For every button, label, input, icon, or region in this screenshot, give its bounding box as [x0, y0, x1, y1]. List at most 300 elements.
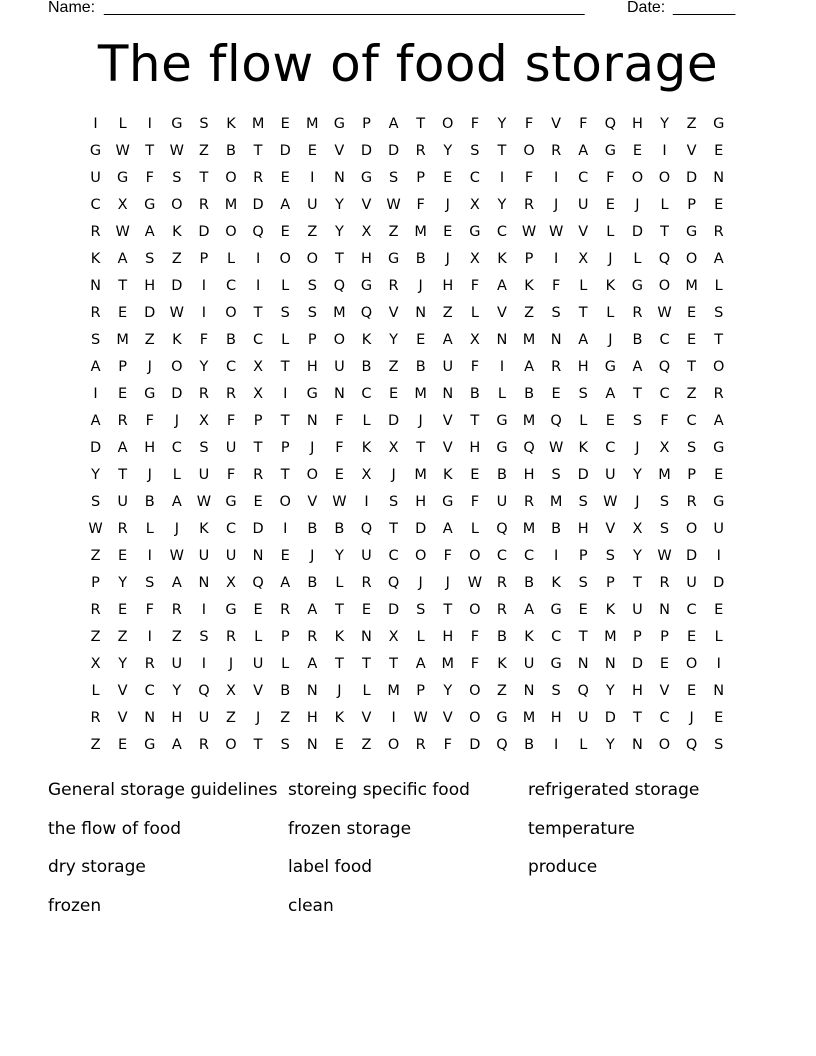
grid-letter: R — [198, 386, 209, 402]
grid-letter: L — [362, 683, 371, 699]
grid-letter: G — [306, 386, 318, 402]
grid-letter: Z — [90, 737, 101, 753]
grid-letter: V — [551, 116, 562, 132]
grid-letter: E — [118, 386, 128, 402]
grid-letter: V — [659, 683, 670, 699]
grid-letter: O — [225, 737, 237, 753]
grid-letter: E — [443, 170, 453, 186]
word-list-item: dry storage — [48, 857, 146, 878]
grid-letter: M — [685, 278, 698, 294]
grid-letter: U — [605, 467, 616, 483]
grid-letter: J — [608, 251, 613, 267]
grid-letter: H — [144, 278, 156, 294]
page-title: The flow of food storage — [97, 35, 719, 93]
grid-letter: L — [606, 224, 615, 240]
grid-letter: Q — [387, 575, 400, 591]
grid-letter: J — [418, 575, 423, 591]
grid-letter: E — [443, 224, 453, 240]
grid-letter: G — [117, 170, 129, 186]
grid-letter: X — [226, 575, 236, 591]
grid-letter: K — [605, 278, 616, 294]
grid-letter: T — [253, 440, 263, 456]
grid-letter: K — [334, 629, 345, 645]
grid-letter: I — [554, 170, 559, 186]
grid-letter: V — [442, 710, 453, 726]
grid-letter: P — [687, 197, 696, 213]
grid-letter: X — [361, 467, 372, 483]
grid-letter: M — [441, 656, 455, 672]
grid-letter: V — [442, 413, 453, 429]
grid-letter: E — [334, 467, 344, 483]
grid-letter: W — [467, 575, 483, 591]
grid-letter: B — [307, 575, 318, 591]
grid-letter: L — [172, 467, 181, 483]
grid-letter: C — [171, 440, 182, 456]
grid-letter: I — [201, 278, 207, 294]
grid-letter: A — [280, 575, 291, 591]
grid-letter: M — [306, 116, 319, 132]
grid-letter: Z — [496, 683, 507, 699]
grid-letter: H — [631, 683, 643, 699]
grid-letter: J — [418, 413, 423, 429]
grid-letter: I — [499, 170, 505, 186]
grid-letter: O — [171, 359, 183, 375]
grid-letter: F — [226, 413, 236, 429]
grid-letter: R — [659, 575, 670, 591]
grid-letter: P — [416, 170, 426, 186]
grid-letter: X — [90, 656, 101, 672]
grid-letter: K — [90, 251, 101, 267]
grid-letter: D — [387, 413, 400, 429]
grid-letter: C — [225, 521, 237, 537]
grid-letter: W — [548, 440, 564, 456]
grid-letter: A — [415, 656, 426, 672]
grid-letter: E — [253, 602, 263, 618]
grid-letter: T — [334, 602, 344, 618]
grid-letter: L — [416, 629, 425, 645]
grid-letter: R — [524, 494, 535, 510]
grid-letter: H — [469, 440, 481, 456]
grid-letter: M — [251, 116, 265, 132]
grid-letter: T — [497, 143, 507, 159]
grid-letter: E — [605, 197, 615, 213]
grid-letter: R — [686, 494, 697, 510]
grid-letter: F — [443, 548, 452, 564]
grid-letter: F — [551, 278, 561, 294]
grid-letter: I — [201, 305, 207, 321]
grid-letter: A — [307, 602, 318, 618]
grid-letter: J — [418, 278, 423, 294]
grid-letter: I — [255, 278, 261, 294]
grid-letter: O — [414, 548, 427, 564]
grid-letter: G — [144, 737, 156, 753]
grid-letter: U — [442, 359, 454, 375]
grid-letter: Q — [658, 359, 671, 375]
grid-letter: C — [605, 440, 616, 456]
grid-letter: O — [658, 170, 671, 186]
grid-letter: L — [633, 251, 642, 267]
grid-letter: Y — [172, 683, 182, 699]
grid-letter: L — [606, 305, 615, 321]
grid-letter: S — [551, 305, 561, 321]
grid-letter: D — [171, 386, 183, 402]
grid-letter: L — [579, 737, 588, 753]
grid-letter: D — [686, 170, 698, 186]
grid-letter: R — [171, 602, 182, 618]
grid-letter: X — [198, 413, 209, 429]
grid-letter: J — [445, 575, 450, 591]
grid-letter: I — [147, 548, 152, 564]
grid-letter: M — [604, 629, 617, 645]
grid-letter: T — [253, 143, 263, 159]
grid-letter: Q — [252, 575, 264, 591]
grid-letter: S — [578, 575, 588, 591]
grid-letter: D — [415, 521, 427, 537]
grid-letter: Q — [496, 521, 508, 537]
grid-letter: D — [713, 575, 725, 591]
grid-letter: M — [522, 332, 536, 348]
grid-letter: A — [90, 359, 101, 375]
grid-letter: D — [252, 197, 264, 213]
grid-letter: F — [524, 116, 534, 132]
grid-letter: O — [333, 332, 346, 348]
grid-letter: E — [687, 305, 697, 321]
grid-letter: Q — [333, 278, 346, 294]
grid-letter: U — [577, 197, 589, 213]
grid-letter: P — [91, 575, 100, 591]
grid-letter: B — [469, 386, 480, 402]
grid-letter: A — [144, 224, 155, 240]
grid-letter: K — [172, 332, 182, 348]
grid-letter: R — [361, 575, 372, 591]
grid-letter: F — [524, 170, 534, 186]
grid-letter: C — [90, 197, 101, 213]
grid-letter: J — [391, 467, 396, 483]
grid-letter: N — [90, 278, 101, 294]
grid-letter: R — [551, 359, 562, 375]
grid-letter: X — [253, 359, 264, 375]
grid-letter: K — [551, 575, 561, 591]
grid-letter: W — [169, 548, 184, 564]
grid-letter: A — [713, 251, 724, 267]
grid-letter: B — [361, 359, 372, 375]
grid-letter: I — [554, 548, 559, 564]
grid-letter: X — [117, 197, 128, 213]
grid-letter: P — [660, 629, 669, 645]
grid-letter: O — [685, 251, 698, 267]
grid-letter: F — [226, 467, 236, 483]
grid-letter: U — [225, 548, 237, 564]
grid-letter: U — [577, 710, 589, 726]
grid-letter: E — [714, 467, 724, 483]
grid-letter: I — [147, 629, 152, 645]
grid-letter: A — [171, 494, 182, 510]
grid-letter: R — [225, 386, 237, 402]
grid-letter: C — [551, 629, 562, 645]
grid-letter: O — [658, 278, 671, 294]
grid-letter: N — [713, 170, 725, 186]
grid-letter: F — [335, 413, 344, 429]
grid-letter: N — [659, 602, 670, 618]
grid-letter: F — [470, 629, 480, 645]
grid-letter: H — [361, 251, 372, 267]
grid-letter: G — [144, 386, 156, 402]
grid-letter: G — [333, 116, 346, 132]
grid-letter: I — [554, 251, 559, 267]
grid-letter: R — [117, 413, 128, 429]
grid-letter: G — [225, 602, 237, 618]
grid-letter: S — [388, 494, 399, 510]
grid-letter: G — [685, 224, 698, 240]
grid-letter: T — [334, 251, 344, 267]
grid-letter: C — [578, 170, 589, 186]
grid-letter: M — [414, 467, 427, 483]
grid-letter: R — [388, 278, 399, 294]
grid-letter: V — [117, 710, 128, 726]
grid-letter: F — [470, 359, 480, 375]
grid-letter: E — [578, 602, 588, 618]
grid-letter: L — [281, 332, 290, 348]
grid-letter: X — [469, 197, 480, 213]
grid-letter: D — [198, 224, 210, 240]
grid-letter: Y — [605, 737, 615, 753]
grid-letter: Y — [118, 656, 128, 672]
grid-letter: L — [226, 251, 236, 267]
grid-letter: Z — [524, 305, 535, 321]
grid-letter: J — [310, 548, 315, 564]
grid-letter: O — [658, 737, 671, 753]
grid-letter: Q — [198, 683, 210, 699]
grid-letter: G — [604, 359, 616, 375]
grid-letter: Z — [117, 629, 128, 645]
grid-letter: S — [416, 602, 426, 618]
grid-letter: E — [659, 656, 670, 672]
grid-letter: E — [687, 683, 697, 699]
grid-letter: R — [415, 143, 426, 159]
grid-letter: O — [469, 602, 481, 618]
grid-letter: G — [713, 116, 725, 132]
grid-letter: K — [605, 602, 616, 618]
word-list-item: produce — [528, 857, 598, 878]
grid-letter: A — [388, 116, 399, 132]
word-list-item: storeing specific food — [288, 780, 470, 800]
grid-letter: N — [361, 629, 372, 645]
grid-letter: D — [686, 548, 698, 564]
grid-letter: N — [306, 737, 318, 753]
grid-letter: O — [712, 359, 725, 375]
grid-letter: V — [605, 521, 616, 537]
grid-letter: G — [713, 494, 725, 510]
grid-letter: U — [198, 710, 210, 726]
grid-letter: M — [522, 521, 536, 537]
grid-letter: Y — [334, 197, 344, 213]
grid-letter: R — [144, 656, 155, 672]
grid-letter: Z — [307, 224, 318, 240]
grid-letter: O — [685, 656, 698, 672]
grid-letter: U — [198, 467, 210, 483]
grid-letter: P — [199, 251, 209, 267]
grid-letter: X — [253, 386, 264, 402]
grid-letter: C — [659, 710, 670, 726]
grid-letter: N — [523, 683, 535, 699]
grid-letter: B — [496, 467, 507, 483]
grid-letter: H — [171, 710, 183, 726]
grid-letter: U — [171, 656, 183, 672]
grid-letter: P — [524, 251, 534, 267]
grid-letter: N — [252, 548, 264, 564]
grid-letter: T — [578, 629, 588, 645]
grid-letter: E — [687, 629, 697, 645]
grid-letter: G — [225, 494, 237, 510]
grid-letter: J — [337, 683, 342, 699]
grid-letter: A — [713, 413, 724, 429]
grid-letter: N — [631, 737, 643, 753]
grid-letter: C — [469, 170, 480, 186]
grid-letter: I — [391, 710, 396, 726]
word-list — [48, 776, 768, 931]
grid-letter: M — [522, 413, 536, 429]
grid-letter: M — [116, 332, 129, 348]
grid-letter: I — [255, 251, 261, 267]
grid-letter: S — [470, 143, 480, 159]
grid-letter: I — [310, 170, 315, 186]
grid-letter: E — [280, 116, 290, 132]
grid-letter: P — [633, 629, 642, 645]
word-list-item: General storage guidelines — [48, 780, 278, 800]
grid-letter: Q — [496, 737, 508, 753]
grid-letter: E — [388, 386, 399, 402]
grid-letter: L — [91, 683, 100, 699]
grid-letter: Y — [632, 548, 642, 564]
grid-letter: N — [333, 386, 345, 402]
grid-letter: I — [283, 386, 288, 402]
grid-letter: S — [687, 440, 697, 456]
grid-letter: B — [632, 332, 643, 348]
grid-letter: X — [361, 224, 372, 240]
grid-letter: H — [523, 467, 535, 483]
grid-letter: U — [523, 656, 535, 672]
grid-letter: A — [171, 737, 182, 753]
grid-letter: S — [307, 305, 317, 321]
grid-letter: H — [442, 278, 454, 294]
grid-letter: V — [442, 440, 453, 456]
grid-letter: O — [469, 548, 481, 564]
grid-letter: H — [631, 116, 643, 132]
grid-letter: T — [334, 656, 344, 672]
grid-letter: P — [687, 467, 696, 483]
grid-letter: T — [389, 656, 398, 672]
grid-letter: G — [550, 656, 562, 672]
grid-letter: T — [199, 170, 209, 186]
grid-letter: D — [360, 143, 373, 159]
grid-letter: J — [554, 197, 559, 213]
grid-letter: J — [310, 440, 315, 456]
grid-letter: C — [225, 359, 237, 375]
grid-letter: W — [115, 143, 130, 159]
grid-letter: S — [659, 494, 670, 510]
grid-letter: R — [90, 710, 101, 726]
grid-letter: W — [169, 143, 184, 159]
grid-letter: H — [306, 710, 318, 726]
grid-letter: T — [416, 116, 426, 132]
grid-letter: T — [280, 467, 290, 483]
header — [48, 0, 748, 19]
grid-letter: K — [361, 332, 372, 348]
grid-letter: U — [198, 548, 210, 564]
grid-letter: O — [171, 197, 183, 213]
grid-letter: N — [415, 305, 427, 321]
grid-letter: J — [147, 467, 152, 483]
grid-letter: O — [279, 251, 291, 267]
grid-letter: K — [497, 251, 507, 267]
grid-letter: K — [443, 467, 453, 483]
grid-letter: G — [550, 602, 562, 618]
grid-letter: G — [604, 143, 616, 159]
grid-letter: T — [660, 224, 669, 240]
grid-letter: A — [171, 575, 182, 591]
grid-letter: Z — [144, 332, 155, 348]
grid-letter: W — [657, 548, 672, 564]
grid-letter: O — [306, 467, 318, 483]
grid-letter: P — [605, 575, 615, 591]
grid-letter: B — [551, 521, 562, 537]
grid-letter: L — [579, 413, 588, 429]
grid-letter: B — [524, 737, 535, 753]
grid-letter: A — [90, 413, 101, 429]
grid-letter: Q — [658, 251, 671, 267]
grid-letter: T — [389, 521, 398, 537]
grid-letter: I — [283, 521, 288, 537]
grid-letter: A — [496, 278, 507, 294]
grid-letter: Y — [118, 575, 128, 591]
grid-letter: O — [469, 710, 481, 726]
grid-letter: Q — [523, 440, 535, 456]
grid-letter: W — [521, 224, 537, 240]
grid-letter: D — [469, 737, 481, 753]
grid-letter: J — [608, 332, 613, 348]
grid-letter: D — [144, 305, 156, 321]
grid-letter: I — [662, 143, 667, 159]
grid-letter: X — [632, 521, 643, 537]
grid-letter: M — [414, 386, 427, 402]
grid-letter: W — [332, 494, 347, 510]
grid-letter: G — [496, 710, 508, 726]
grid-letter: N — [144, 710, 156, 726]
grid-letter: O — [523, 143, 535, 159]
grid-letter: X — [578, 251, 589, 267]
grid-letter: R — [713, 386, 724, 402]
grid-letter: L — [714, 278, 723, 294]
grid-letter: S — [578, 494, 588, 510]
grid-letter: S — [280, 305, 290, 321]
grid-letter: B — [524, 386, 535, 402]
word-list-item: frozen storage — [288, 818, 412, 839]
name-label: Name: — [48, 0, 96, 16]
grid-letter: P — [578, 548, 588, 564]
grid-letter: C — [361, 386, 372, 402]
grid-letter: A — [524, 359, 534, 375]
word-list-item: temperature — [528, 818, 635, 839]
grid-letter: N — [713, 683, 725, 699]
grid-letter: I — [147, 116, 152, 132]
grid-letter: T — [118, 467, 128, 483]
grid-letter: H — [577, 521, 589, 537]
grid-letter: P — [362, 116, 371, 132]
grid-letter: Z — [171, 251, 182, 267]
grid-letter: F — [145, 413, 154, 429]
grid-letter: F — [199, 332, 209, 348]
grid-letter: B — [334, 521, 345, 537]
